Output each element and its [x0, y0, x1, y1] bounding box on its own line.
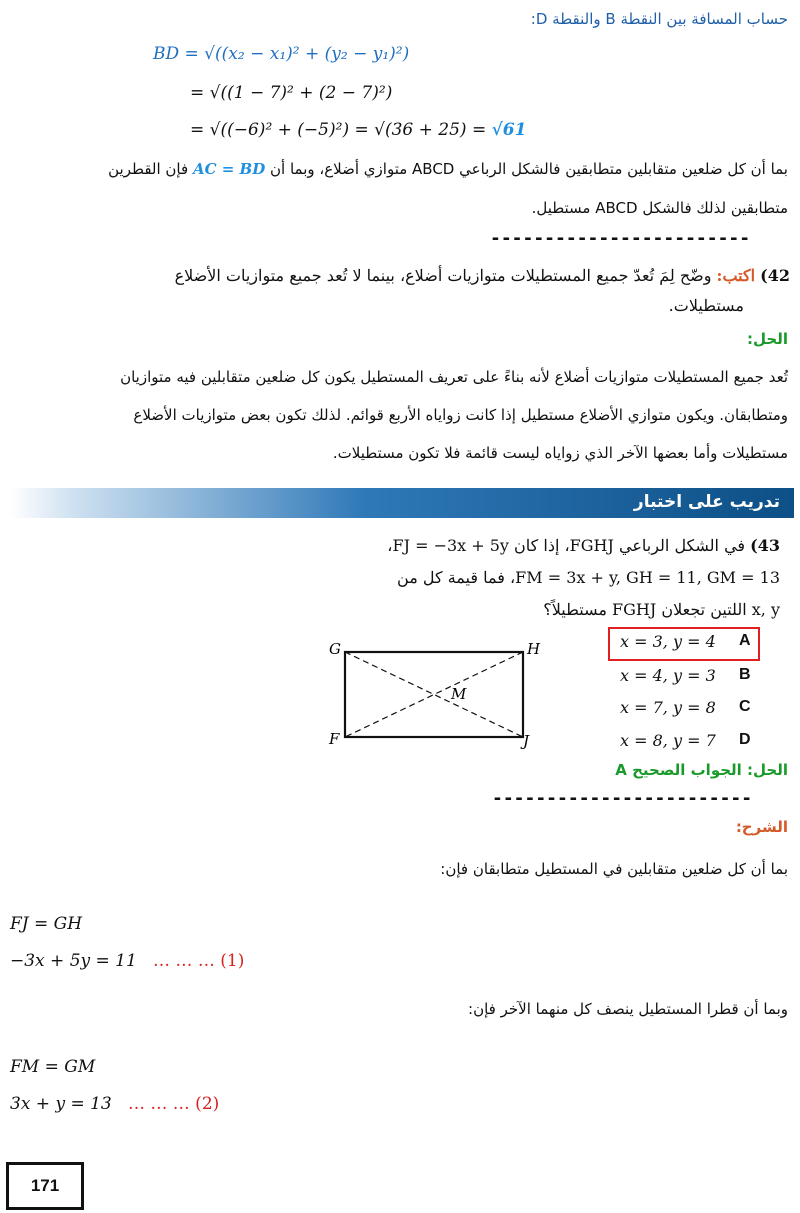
equation-fj-gh: FJ = GH — [10, 914, 83, 934]
bd-equation-line2: = √((1 − 7)² + (2 − 7)²) — [190, 83, 393, 103]
diagonal-hf — [345, 652, 523, 737]
conclusion-line2: متطابقين لذلك فالشكل ABCD مستطيل. — [531, 199, 788, 217]
equation-fm-gm: FM = GM — [10, 1057, 96, 1077]
option-a-text[interactable]: x = 3, y = 4 — [620, 632, 716, 651]
rectangle-fghj-figure — [325, 640, 555, 750]
option-d-letter[interactable]: D — [739, 731, 751, 748]
solution-label: الحل: — [747, 330, 788, 348]
question-42: 42) اكتب: وضّح لِمَ تُعدّ جميع المستطيلات متوازيات أضلاع، بينما لا تُعد جميع متوازيات الأضلاع — [174, 266, 790, 285]
bd-equation-line3: = √((−6)² + (−5)²) = √(36 + 25) = √61 — [190, 120, 527, 140]
q42-answer-line3: مستطيلات وأما بعضها الآخر الذي زواياه ليست قائمة فلا تكون مستطيلات. — [332, 444, 788, 462]
bd-result: √61 — [491, 120, 527, 140]
explanation-line1: بما أن كل ضلعين متقابلين في المستطيل متطابقان فإن: — [440, 860, 788, 878]
label-j: J — [523, 732, 530, 750]
question-43-line1: 43) في الشكل الرباعي FGHJ، إذا كان FJ = −3x + 5y، — [387, 536, 780, 555]
ac-equals-bd: AC = BD — [192, 160, 266, 178]
option-c-text[interactable]: x = 7, y = 8 — [620, 698, 716, 717]
q42-answer-line2: ومتطابقان. ويكون متوازي الأضلاع مستطيل إذا كانت زواياه الأربع قوائم. لذلك تكون بعض متوازيات الأضلاع — [133, 406, 788, 424]
separator-2: ------------------------ — [492, 788, 753, 809]
label-f: F — [329, 730, 340, 748]
diagonal-gj — [345, 652, 523, 737]
option-d-text[interactable]: x = 8, y = 7 — [620, 731, 716, 750]
banner-title: تدريب على اختبار — [633, 492, 780, 512]
option-c-letter[interactable]: C — [739, 698, 751, 715]
label-g: G — [329, 640, 341, 658]
equation-1: −3x + 5y = 11 … … … (1) — [10, 951, 245, 971]
label-h: H — [527, 640, 541, 658]
conclusion-line1: بما أن كل ضلعين متقابلين متطابقين فالشكل الرباعي ABCD متوازي أضلاع، وبما أن AC = BD فإن القطرين — [108, 160, 788, 178]
equation-2: 3x + y = 13 … … … (2) — [10, 1094, 220, 1114]
intro-heading: حساب المسافة بين النقطة B والنقطة D: — [530, 10, 788, 28]
option-b-text[interactable]: x = 4, y = 3 — [620, 666, 716, 685]
rectangle-outline — [345, 652, 523, 737]
page-number: 171 — [6, 1162, 84, 1210]
explanation-label: الشرح: — [735, 818, 788, 836]
question-42-line2: مستطيلات. — [668, 296, 744, 315]
separator: ------------------------ — [490, 228, 751, 249]
q42-answer-line1: تُعد جميع المستطيلات متوازيات أضلاع لأنه بناءً على تعريف المستطيل يكون كل ضلعين متقابلين فيه متوازيان — [120, 368, 788, 386]
option-b-letter[interactable]: B — [739, 666, 751, 683]
equation-2-ref: … … … (2) — [127, 1094, 220, 1114]
question-43-line3: x, y اللتين تجعلان FGHJ مستطيلاً؟ — [543, 600, 780, 619]
equation-1-ref: … … … (1) — [153, 951, 245, 971]
write-keyword: اكتب: — [716, 266, 756, 285]
explanation-line2: وبما أن قطرا المستطيل ينصف كل منهما الآخر فإن: — [468, 1000, 788, 1018]
q43-answer-label: الحل: الجواب الصحيح A — [615, 761, 788, 779]
question-43-line2: FM = 3x + y, GH = 11, GM = 13، فما قيمة كل من — [397, 568, 780, 587]
label-m: M — [451, 685, 467, 703]
option-a-letter[interactable]: A — [739, 632, 751, 649]
bd-equation-line1: BD = √((x₂ − x₁)² + (y₂ − y₁)²) — [153, 44, 410, 64]
